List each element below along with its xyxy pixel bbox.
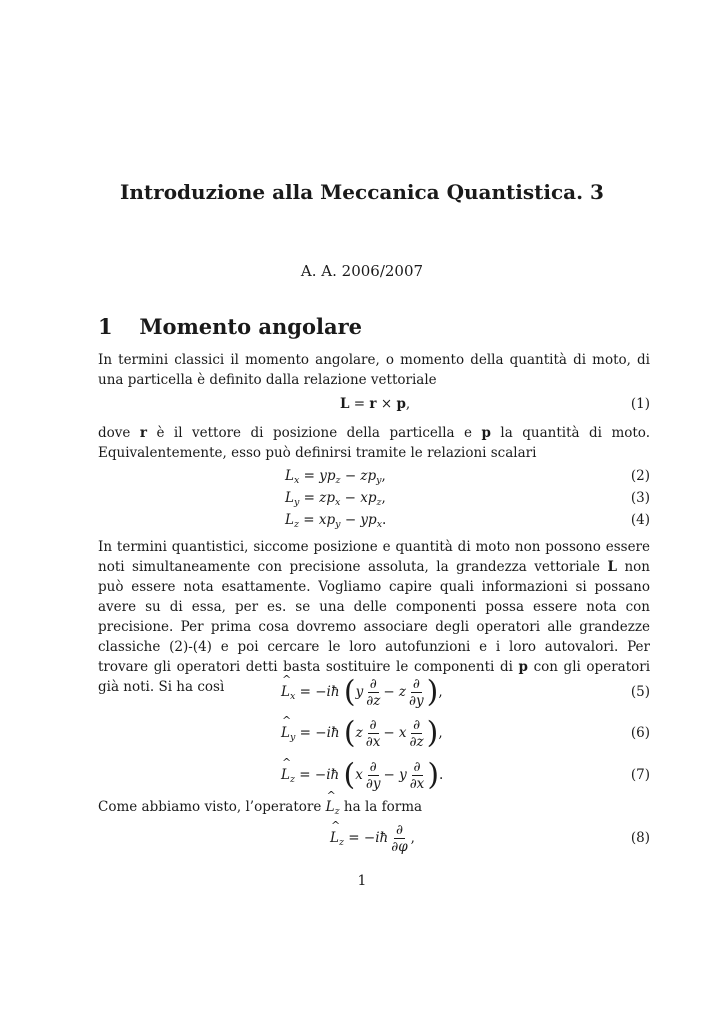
symbol-Lz: ^ L: [326, 797, 335, 817]
symbol-p: p: [481, 425, 491, 441]
symbol-p: p: [518, 659, 528, 675]
page-number: 1: [357, 873, 367, 889]
equation-7: ^ $L_z$ = −iħ (x $\frac{\partial}{\partial y}$ − y $\frac{\partial}{\partial x}$ ). (7): [98, 759, 650, 799]
symbol-L: L: [607, 559, 617, 575]
paragraph-text: la quantità di moto. Equivalentemente, esso può definirsi tramite le relazioni scalari: [98, 425, 650, 461]
equation-1: L = r × p, (1): [340, 396, 650, 412]
equation-number: (6): [630, 725, 650, 741]
equation-5: ^ $L_x$ = −iħ (y $\frac{\partial}{\partial z}$ − z $\frac{\partial}{\partial y}$ ), (5): [98, 676, 650, 716]
paragraph-quantum: [98, 537, 650, 697]
paragraph-text: con gli operatori già noti. Si ha così: [98, 659, 651, 695]
academic-year: A. A. 2006/2007: [300, 262, 424, 280]
equation-2: $L_x = yp_z - zp_y$, (2): [285, 468, 650, 486]
paragraph-intro: [98, 350, 650, 390]
equation-8: ^ $L_z$ = −iħ $\frac{\partial}{\partial\varphi}$ , (8): [98, 822, 650, 862]
equation-4: $L_z = xp_y - yp_x$. (4): [285, 512, 650, 530]
paragraph-text: non può essere nota esattamente. Vogliamo capire quali informazioni si possano avere su di essa, per es. se una delle componenti possa essere nota con precisione. Per prima cosa dovremo associare degli operatori alle grandezze classiche (2)-(4) e poi cercare le loro autofunzioni e i loro autovalori. Per trovare gli operatori detti basta sostituire le componenti di: [98, 559, 650, 675]
document-title: Introduzione alla Meccanica Quantistica. 3: [120, 180, 604, 204]
paragraph-text: In termini classici il momento angolare, o momento della quantità di moto, di una particella è definito dalla relazione vettoriale: [98, 352, 650, 388]
equation-number: (2): [630, 468, 650, 484]
equation-number: (3): [630, 490, 650, 506]
symbol-r: r: [139, 425, 147, 441]
section-heading: [98, 314, 362, 339]
equation-3: $L_y = zp_x - xp_z$, (3): [285, 490, 650, 508]
paragraph-text: dove: [98, 425, 131, 441]
equation-number: (4): [630, 512, 650, 528]
equation-number: (7): [630, 767, 650, 783]
paragraph-text: In termini quantistici, siccome posizione e quantità di moto non possono essere noti simultaneamente con precisione assoluta, la grandezza vettoriale: [98, 539, 650, 575]
symbol-Lz-sub: z: [334, 806, 340, 817]
paragraph-definition: [98, 423, 650, 463]
equation-number: (5): [630, 684, 650, 700]
paragraph-lz: [98, 797, 650, 822]
paragraph-text: è il vettore di posizione della particella e: [156, 425, 473, 441]
section-number: 1: [98, 314, 113, 339]
equation-number: (8): [630, 830, 650, 846]
section-title: Momento angolare: [139, 314, 363, 339]
equation-6: ^ $L_y$ = −iħ (z $\frac{\partial}{\partial x}$ − x $\frac{\partial}{\partial z}$ ), (6): [98, 717, 650, 757]
equation-number: (1): [630, 396, 650, 412]
paragraph-text: ha la forma: [343, 799, 423, 815]
paragraph-text: Come abbiamo visto, l’operatore: [98, 799, 322, 815]
